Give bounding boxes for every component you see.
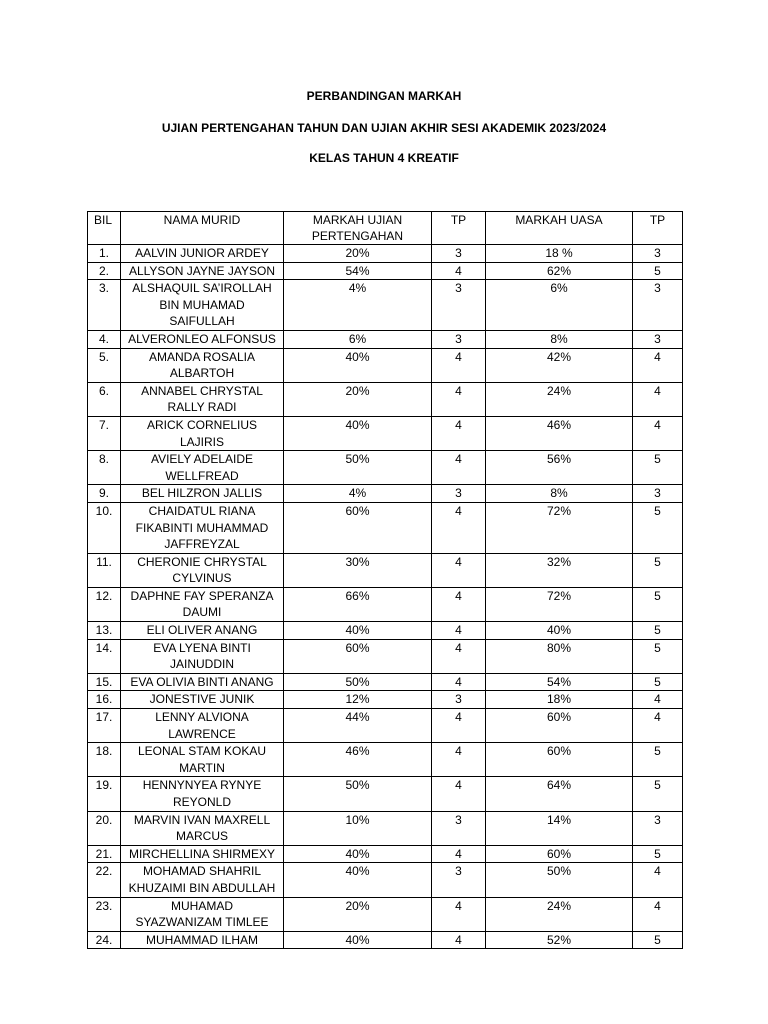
cell-tp-1: 3 [432, 811, 486, 845]
cell-bil: 8. [88, 451, 121, 485]
nama-murid-line: ALBARTOH [169, 366, 235, 381]
cell-markah-upt: 10% [284, 811, 432, 845]
cell-nama-murid [121, 451, 284, 485]
cell-nama-murid [121, 845, 284, 863]
cell-tp-1: 4 [432, 502, 486, 553]
header-nama-murid: NAMA MURID [121, 212, 284, 245]
nama-murid-line: LAJIRIS [179, 434, 224, 449]
document-subtitle: UJIAN PERTENGAHAN TAHUN DAN UJIAN AKHIR SESI AKADEMIK 2023/2024 [161, 121, 607, 135]
cell-markah-upt: 46% [284, 743, 432, 777]
cell-bil: 22. [88, 863, 121, 897]
cell-nama-murid [121, 897, 284, 931]
cell-tp-2: 5 [633, 451, 683, 485]
cell-nama-murid [121, 811, 284, 845]
table-row [88, 897, 683, 931]
nama-murid-line: EVA OLIVIA BINTI ANANG [130, 674, 274, 689]
nama-murid-line: ALSHAQUIL SA’IROLLAH [132, 281, 272, 296]
cell-tp-2: 5 [633, 673, 683, 691]
cell-nama-murid [121, 416, 284, 450]
cell-tp-1: 4 [432, 382, 486, 416]
cell-bil: 7. [88, 416, 121, 450]
cell-markah-uasa: 54% [486, 673, 633, 691]
cell-nama-murid [121, 587, 284, 621]
cell-markah-uasa: 62% [486, 262, 633, 280]
cell-tp-2: 5 [633, 262, 683, 280]
cell-nama-murid [121, 348, 284, 382]
header-bil: BIL [88, 212, 121, 245]
cell-markah-upt: 30% [284, 553, 432, 587]
cell-bil: 18. [88, 743, 121, 777]
nama-murid-line: MARCUS [175, 829, 228, 844]
cell-markah-upt: 60% [284, 639, 432, 673]
cell-markah-uasa: 8% [486, 485, 633, 503]
cell-tp-2: 3 [633, 485, 683, 503]
cell-nama-murid [121, 502, 284, 553]
cell-tp-2: 4 [633, 691, 683, 709]
cell-tp-1: 4 [432, 622, 486, 640]
table-row [88, 245, 683, 263]
nama-murid-line: MIRCHELLINA SHIRMEXY [128, 846, 276, 861]
nama-murid-line: JONESTIVE JUNIK [149, 692, 255, 707]
cell-nama-murid [121, 743, 284, 777]
nama-murid-line: HENNYNYEA RYNYE [142, 778, 262, 793]
nama-murid-line: MARVIN IVAN MAXRELL [133, 812, 271, 827]
cell-nama-murid [121, 863, 284, 897]
cell-markah-upt: 66% [284, 587, 432, 621]
nama-murid-line: DAUMI [182, 605, 222, 620]
cell-markah-uasa: 56% [486, 451, 633, 485]
nama-murid-line: AVIELY ADELAIDE [150, 452, 254, 467]
cell-nama-murid [121, 382, 284, 416]
nama-murid-line: BIN MUHAMAD [159, 297, 245, 312]
cell-markah-upt: 50% [284, 673, 432, 691]
cell-tp-2: 5 [633, 931, 683, 949]
cell-markah-uasa: 24% [486, 382, 633, 416]
cell-markah-uasa: 42% [486, 348, 633, 382]
cell-tp-1: 3 [432, 485, 486, 503]
cell-tp-2: 5 [633, 622, 683, 640]
nama-murid-line: EVA LYENA BINTI [153, 640, 251, 655]
nama-murid-line: SAIFULLAH [169, 314, 235, 329]
nama-murid-line: ARICK CORNELIUS [146, 417, 258, 432]
header-markah-uasa: MARKAH UASA [486, 212, 633, 245]
table-row [88, 330, 683, 348]
cell-tp-1: 3 [432, 245, 486, 263]
cell-tp-1: 4 [432, 931, 486, 949]
nama-murid-line: CHAIDATUL RIANA [148, 503, 256, 518]
cell-tp-1: 4 [432, 777, 486, 811]
cell-markah-uasa: 6% [486, 280, 633, 331]
header-tp-1: TP [432, 212, 486, 245]
cell-bil: 2. [88, 262, 121, 280]
cell-tp-1: 4 [432, 587, 486, 621]
document-title: PERBANDINGAN MARKAH [306, 89, 462, 103]
nama-murid-line: AMANDA ROSALIA [148, 349, 256, 364]
cell-bil: 16. [88, 691, 121, 709]
cell-tp-2: 5 [633, 777, 683, 811]
table-row [88, 931, 683, 949]
cell-bil: 12. [88, 587, 121, 621]
nama-murid-line: CHERONIE CHRYSTAL [137, 554, 267, 569]
class-title: KELAS TAHUN 4 KREATIF [309, 151, 459, 165]
cell-tp-1: 4 [432, 845, 486, 863]
cell-markah-uasa: 60% [486, 743, 633, 777]
cell-tp-1: 4 [432, 897, 486, 931]
marks-table [87, 211, 683, 949]
table-row [88, 709, 683, 743]
table-row [88, 691, 683, 709]
cell-markah-upt: 4% [284, 485, 432, 503]
cell-nama-murid [121, 280, 284, 331]
nama-murid-line: LAWRENCE [168, 726, 236, 741]
cell-nama-murid [121, 330, 284, 348]
nama-murid-line: LEONAL STAM KOKAU [137, 744, 267, 759]
cell-tp-1: 3 [432, 691, 486, 709]
cell-markah-upt: 54% [284, 262, 432, 280]
cell-markah-upt: 40% [284, 845, 432, 863]
cell-nama-murid [121, 639, 284, 673]
cell-nama-murid [121, 777, 284, 811]
cell-markah-uasa: 24% [486, 897, 633, 931]
cell-nama-murid [121, 622, 284, 640]
cell-markah-uasa: 60% [486, 845, 633, 863]
nama-murid-line: ANNABEL CHRYSTAL [141, 383, 263, 398]
nama-murid-line: ALLYSON JAYNE JAYSON [128, 263, 276, 278]
cell-bil: 15. [88, 673, 121, 691]
cell-markah-upt: 40% [284, 622, 432, 640]
cell-markah-uasa: 18 % [486, 245, 633, 263]
cell-tp-1: 3 [432, 863, 486, 897]
cell-markah-uasa: 60% [486, 709, 633, 743]
header-markah-upt-line2: PERTENGAHAN [311, 229, 404, 243]
cell-markah-uasa: 18% [486, 691, 633, 709]
table-row [88, 673, 683, 691]
header-markah-ujian-pertengahan [284, 212, 432, 245]
nama-murid-line: KHUZAIMI BIN ABDULLAH [128, 880, 276, 895]
table-row [88, 348, 683, 382]
cell-nama-murid [121, 485, 284, 503]
cell-markah-uasa: 72% [486, 502, 633, 553]
cell-tp-2: 3 [633, 811, 683, 845]
cell-nama-murid [121, 709, 284, 743]
nama-murid-line: ELI OLIVER ANANG [146, 623, 258, 638]
header-tp-2: TP [633, 212, 683, 245]
table-row [88, 382, 683, 416]
cell-markah-uasa: 8% [486, 330, 633, 348]
table-row [88, 262, 683, 280]
cell-tp-1: 4 [432, 451, 486, 485]
cell-bil: 5. [88, 348, 121, 382]
cell-nama-murid [121, 553, 284, 587]
cell-bil: 20. [88, 811, 121, 845]
cell-markah-uasa: 80% [486, 639, 633, 673]
nama-murid-line: MOHAMAD SHAHRIL [142, 864, 261, 879]
cell-markah-upt: 40% [284, 348, 432, 382]
cell-tp-2: 5 [633, 639, 683, 673]
cell-tp-1: 4 [432, 416, 486, 450]
cell-tp-2: 5 [633, 553, 683, 587]
cell-tp-2: 4 [633, 897, 683, 931]
cell-bil: 4. [88, 330, 121, 348]
cell-tp-1: 4 [432, 262, 486, 280]
cell-markah-upt: 40% [284, 416, 432, 450]
cell-markah-upt: 20% [284, 382, 432, 416]
nama-murid-line: MUHAMMAD ILHAM [145, 932, 258, 947]
cell-tp-2: 3 [633, 245, 683, 263]
table-row [88, 863, 683, 897]
cell-markah-upt: 50% [284, 777, 432, 811]
cell-nama-murid [121, 691, 284, 709]
cell-tp-1: 4 [432, 553, 486, 587]
cell-tp-1: 3 [432, 330, 486, 348]
table-row [88, 280, 683, 331]
table-row [88, 622, 683, 640]
table-row [88, 811, 683, 845]
table-row [88, 777, 683, 811]
cell-bil: 17. [88, 709, 121, 743]
table-row [88, 743, 683, 777]
cell-nama-murid [121, 245, 284, 263]
table-row [88, 845, 683, 863]
cell-tp-2: 4 [633, 709, 683, 743]
cell-markah-uasa: 64% [486, 777, 633, 811]
cell-markah-uasa: 50% [486, 863, 633, 897]
cell-tp-2: 5 [633, 845, 683, 863]
cell-bil: 6. [88, 382, 121, 416]
cell-bil: 9. [88, 485, 121, 503]
table-body [88, 245, 683, 949]
cell-tp-1: 3 [432, 280, 486, 331]
cell-bil: 10. [88, 502, 121, 553]
cell-markah-upt: 40% [284, 931, 432, 949]
nama-murid-line: DAPHNE FAY SPERANZA [130, 588, 274, 603]
cell-markah-upt: 20% [284, 897, 432, 931]
cell-markah-uasa: 46% [486, 416, 633, 450]
cell-markah-upt: 60% [284, 502, 432, 553]
table-row [88, 485, 683, 503]
cell-tp-1: 4 [432, 348, 486, 382]
cell-tp-2: 4 [633, 382, 683, 416]
cell-markah-uasa: 72% [486, 587, 633, 621]
cell-tp-2: 5 [633, 587, 683, 621]
nama-murid-line: JAFFREYZAL [164, 537, 240, 552]
header-markah-upt-line1: MARKAH UJIAN [312, 213, 403, 227]
cell-bil: 21. [88, 845, 121, 863]
cell-tp-2: 4 [633, 416, 683, 450]
cell-bil: 1. [88, 245, 121, 263]
cell-markah-upt: 50% [284, 451, 432, 485]
cell-bil: 13. [88, 622, 121, 640]
cell-markah-upt: 44% [284, 709, 432, 743]
cell-markah-uasa: 14% [486, 811, 633, 845]
cell-bil: 11. [88, 553, 121, 587]
nama-murid-line: RALLY RADI [167, 400, 237, 415]
cell-bil: 23. [88, 897, 121, 931]
nama-murid-line: MARTIN [179, 760, 225, 775]
cell-nama-murid [121, 262, 284, 280]
nama-murid-line: REYONLD [172, 795, 231, 809]
cell-markah-upt: 4% [284, 280, 432, 331]
cell-bil: 3. [88, 280, 121, 331]
cell-bil: 24. [88, 931, 121, 949]
cell-markah-upt: 12% [284, 691, 432, 709]
table-row [88, 451, 683, 485]
cell-nama-murid [121, 931, 284, 949]
cell-tp-1: 4 [432, 673, 486, 691]
cell-bil: 19. [88, 777, 121, 811]
cell-tp-1: 4 [432, 709, 486, 743]
cell-markah-uasa: 40% [486, 622, 633, 640]
nama-murid-line: FIKABINTI MUHAMMAD [135, 520, 269, 535]
cell-markah-uasa: 32% [486, 553, 633, 587]
cell-markah-upt: 6% [284, 330, 432, 348]
table-row [88, 639, 683, 673]
cell-tp-2: 4 [633, 348, 683, 382]
nama-murid-line: SYAZWANIZAM TIMLEE [135, 915, 269, 930]
nama-murid-line: CYLVINUS [172, 571, 232, 586]
nama-murid-line: AALVIN JUNIOR ARDEY [135, 246, 269, 260]
cell-tp-2: 4 [633, 863, 683, 897]
nama-murid-line: WELLFREAD [165, 468, 239, 483]
table-row [88, 502, 683, 553]
cell-bil: 14. [88, 639, 121, 673]
nama-murid-line: BEL HILZRON JALLIS [141, 486, 263, 501]
cell-markah-upt: 20% [284, 245, 432, 263]
table-row [88, 416, 683, 450]
cell-tp-2: 3 [633, 330, 683, 348]
table-row [88, 587, 683, 621]
cell-tp-2: 5 [633, 743, 683, 777]
cell-markah-upt: 40% [284, 863, 432, 897]
nama-murid-line: LENNY ALVIONA [155, 710, 249, 725]
cell-nama-murid [121, 673, 284, 691]
nama-murid-line: ALVERONLEO ALFONSUS [128, 331, 276, 346]
cell-tp-1: 4 [432, 743, 486, 777]
cell-markah-uasa: 52% [486, 931, 633, 949]
cell-tp-2: 3 [633, 280, 683, 331]
cell-tp-1: 4 [432, 639, 486, 673]
cell-tp-2: 5 [633, 502, 683, 553]
table-row [88, 553, 683, 587]
table-header-row [88, 212, 683, 245]
nama-murid-line: JAINUDDIN [169, 657, 234, 672]
nama-murid-line: MUHAMAD [171, 898, 233, 913]
